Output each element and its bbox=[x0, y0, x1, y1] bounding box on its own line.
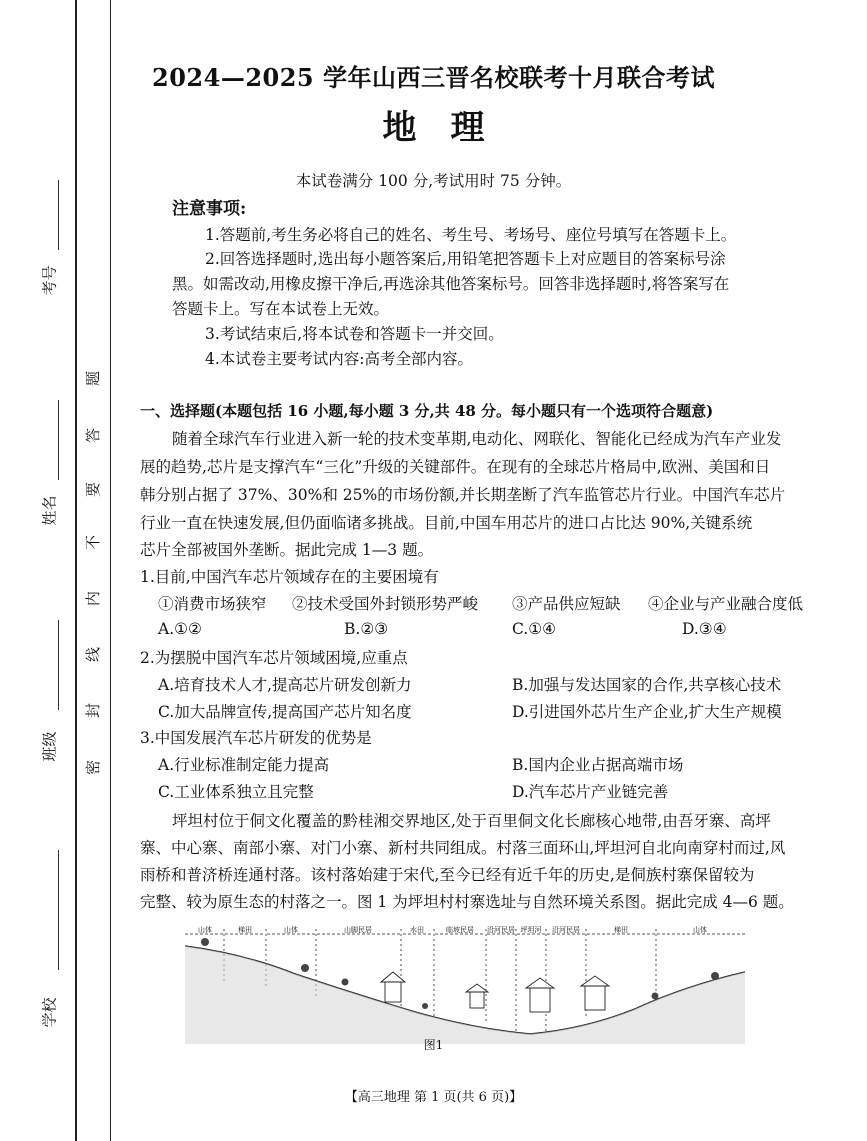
class-label: 班级 bbox=[40, 731, 59, 762]
q3-option[interactable]: B.国内企业占据高端市场 bbox=[512, 756, 684, 774]
passage-line: 坪坦村位于侗文化覆盖的黔桂湘交界地区,处于百里侗文化长廊核心地带,由吾牙寨、高坪 bbox=[172, 812, 771, 830]
figure-label: 山体 bbox=[198, 926, 212, 934]
name-blank[interactable] bbox=[58, 400, 59, 480]
passage-line: 行业一直在快速发展,但仍面临诸多挑战。目前,中国车用芯片的进口占比达 90%,关键系统 bbox=[140, 514, 753, 532]
figure-caption: 图1 bbox=[423, 1038, 444, 1052]
notice-line: 1.答题前,考生务必将自己的姓名、考生号、考场号、座位号填写在答题卡上。 bbox=[205, 226, 737, 244]
seal-word: 不 bbox=[84, 534, 103, 551]
q2-option[interactable]: D.引进国外芯片生产企业,扩大生产规模 bbox=[512, 703, 782, 721]
question-3-stem: 3.中国发展汽车芯片研发的优势是 bbox=[140, 729, 372, 747]
school-blank[interactable] bbox=[58, 850, 59, 970]
passage-line: 完整、较为原生态的村落之一。图 1 为坪坦村村寨选址与自然环境关系图。据此完成 4—6 题。 bbox=[140, 893, 794, 911]
figure-label: 沿河民居 bbox=[552, 926, 580, 934]
seal-word: 密 bbox=[84, 759, 103, 776]
q1-option[interactable]: C.①④ bbox=[512, 620, 557, 638]
q1-item: ②技术受国外封锁形势严峻 bbox=[292, 595, 479, 613]
notice-line: 4.本试卷主要考试内容:高考全部内容。 bbox=[205, 350, 474, 368]
q2-option[interactable]: B.加强与发达国家的合作,共享核心技术 bbox=[512, 676, 782, 694]
notice-heading: 注意事项: bbox=[172, 199, 247, 219]
question-1-stem: 1.目前,中国汽车芯片领域存在的主要困境有 bbox=[140, 568, 439, 586]
figure-label: 山体 bbox=[693, 926, 707, 934]
q1-option[interactable]: A.①② bbox=[158, 620, 202, 638]
figure-label: 临坡民居 bbox=[446, 926, 474, 934]
seal-word: 要 bbox=[84, 481, 103, 498]
subject-title: 地理 bbox=[382, 108, 519, 148]
class-blank[interactable] bbox=[58, 620, 59, 710]
village-site-figure bbox=[185, 924, 745, 1044]
page-footer: 【高三地理 第 1 页(共 6 页)】 bbox=[344, 1090, 523, 1105]
notice-line: 2.回答选择题时,选出每小题答案后,用铅笔把答题卡上对应题目的答案标号涂 bbox=[205, 250, 726, 268]
figure-label: 梯田 bbox=[614, 926, 628, 934]
section-heading: 一、选择题(本题包括 16 小题,每小题 3 分,共 48 分。每小题只有一个选项符合题意) bbox=[140, 402, 714, 420]
figure-label: 山脚民居 bbox=[344, 926, 372, 934]
passage-line: 寨、中心寨、南部小寨、对门小寨、新村共同组成。村落三面环山,坪坦河自北向南穿村而过,风 bbox=[140, 839, 786, 857]
q3-option[interactable]: D.汽车芯片产业链完善 bbox=[512, 783, 669, 801]
q1-item: ③产品供应短缺 bbox=[512, 595, 621, 613]
q3-option[interactable]: C.工业体系独立且完整 bbox=[158, 783, 314, 801]
passage-line: 芯片全部被国外垄断。据此完成 1—3 题。 bbox=[140, 541, 434, 559]
exam-number-label: 考号 bbox=[40, 265, 59, 296]
q1-item: ④企业与产业融合度低 bbox=[648, 595, 804, 613]
seal-word: 封 bbox=[84, 702, 103, 719]
q2-option[interactable]: C.加大品牌宣传,提高国产芯片知名度 bbox=[158, 703, 412, 721]
exam-title: 2024—2025 学年山西三晋名校联考十月联合考试 bbox=[152, 63, 715, 92]
seal-word: 答 bbox=[84, 427, 103, 444]
q3-option[interactable]: A.行业标准制定能力提高 bbox=[158, 756, 330, 774]
notice-line: 3.考试结束后,将本试卷和答题卡一并交回。 bbox=[205, 325, 504, 343]
figure-label: 山体 bbox=[284, 926, 298, 934]
passage-line: 展的趋势,芯片是支撑汽车“三化”升级的关键部件。在现有的全球芯片格局中,欧洲、美国和日 bbox=[140, 458, 771, 476]
score-line: 本试卷满分 100 分,考试用时 75 分钟。 bbox=[295, 172, 572, 190]
figure-label: 水田 bbox=[410, 926, 424, 934]
terrain-fill bbox=[185, 946, 745, 1044]
question-2-stem: 2.为摆脱中国汽车芯片领域困境,应重点 bbox=[140, 649, 408, 667]
q2-option[interactable]: A.培育技术人才,提高芯片研发创新力 bbox=[158, 676, 412, 694]
passage-line: 随着全球汽车行业进入新一轮的技术变革期,电动化、网联化、智能化已经成为汽车产业发 bbox=[172, 430, 782, 448]
seal-word: 题 bbox=[84, 370, 103, 387]
figure-label: 坪坦河 bbox=[520, 926, 542, 934]
name-label: 姓名 bbox=[40, 495, 59, 526]
passage-line: 雨桥和普济桥连通村落。该村落始建于宋代,至今已经有近千年的历史,是侗族村寨保留较为 bbox=[140, 866, 755, 884]
seal-word: 内 bbox=[84, 590, 103, 607]
q1-option[interactable]: B.②③ bbox=[344, 620, 389, 638]
figure-label: 梯田 bbox=[238, 926, 252, 934]
notice-line: 黑。如需改动,用橡皮擦干净后,再选涂其他答案标号。回答非选择题时,将答案写在 bbox=[172, 275, 730, 293]
school-label: 学校 bbox=[40, 997, 59, 1028]
notice-line: 答题卡上。写在本试卷上无效。 bbox=[172, 300, 390, 318]
house-icons bbox=[381, 972, 609, 1012]
q1-item: ①消费市场狭窄 bbox=[158, 595, 267, 613]
passage-line: 韩分别占据了 37%、30%和 25%的市场份额,并长期垄断了汽车监管芯片行业。中国汽车芯片 bbox=[140, 486, 786, 504]
q1-option[interactable]: D.③④ bbox=[682, 620, 727, 638]
figure-label: 沿河民居 bbox=[487, 926, 515, 934]
seal-word: 线 bbox=[84, 646, 103, 663]
